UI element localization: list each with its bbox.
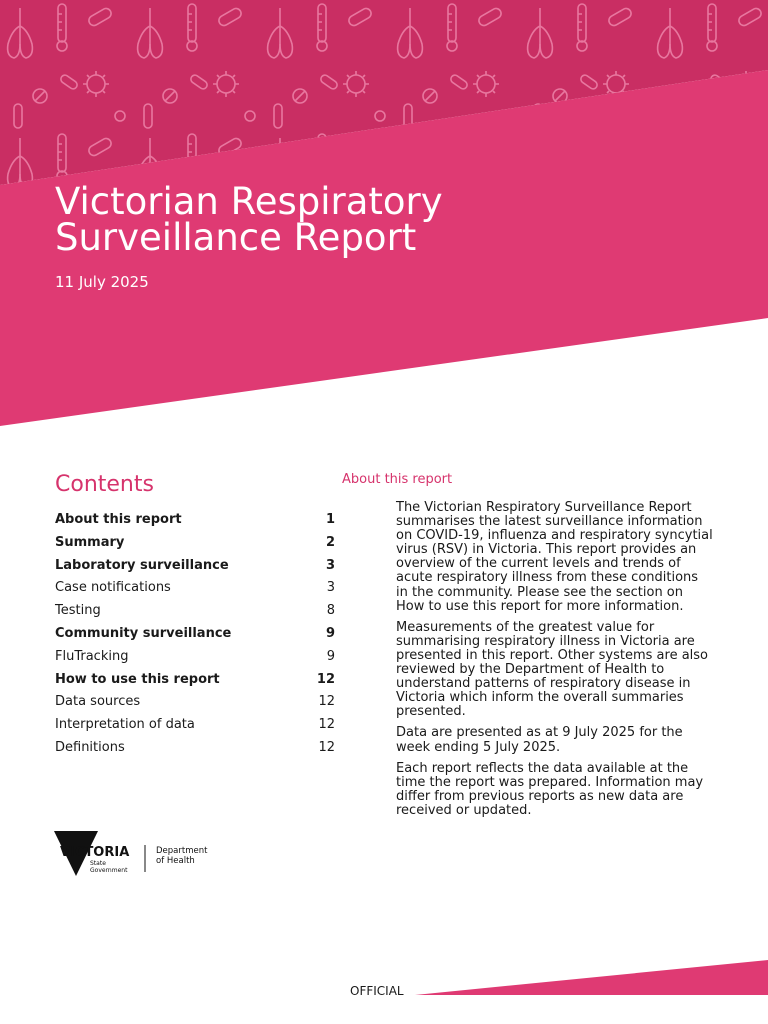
toc-item-community-surveillance[interactable]	[55, 626, 335, 649]
logo-state-line2: Government	[90, 867, 128, 874]
toc-item-page: 9	[326, 648, 335, 664]
toc-item-flutracking[interactable]	[55, 649, 335, 672]
toc-item-about[interactable]	[55, 512, 335, 535]
toc-item-label: Definitions	[55, 739, 125, 755]
toc-item-testing[interactable]	[55, 603, 335, 626]
toc-item-page: 3	[326, 580, 335, 596]
report-date: 11 July 2025	[55, 273, 149, 291]
toc-item-page: 12	[318, 739, 335, 755]
toc-item-page: 9	[325, 625, 335, 641]
toc-item-data-sources[interactable]	[55, 694, 335, 717]
about-heading: About this report	[342, 472, 453, 487]
toc-item-page: 3	[325, 557, 335, 573]
report-title-line2: Surveillance Report	[55, 216, 417, 259]
victoria-government-logo	[52, 830, 222, 878]
toc-item-label: About this report	[55, 512, 182, 527]
toc-item-label: Data sources	[55, 694, 141, 710]
about-body	[396, 501, 714, 825]
toc-item-label: FluTracking	[55, 648, 129, 664]
report-title	[55, 180, 443, 259]
toc-item-page: 12	[318, 717, 335, 733]
about-paragraph: Data are presented as at 9 July 2025 for the week ending 5 July 2025.	[396, 725, 683, 755]
toc-item-page: 12	[316, 671, 335, 687]
report-title-line1: Victorian Respiratory	[55, 180, 443, 223]
victoria-logo-icon	[52, 830, 222, 878]
toc-item-label: Laboratory surveillance	[55, 557, 229, 573]
toc-item-label: Summary	[55, 534, 125, 550]
logo-dept-line1: Department	[156, 846, 208, 856]
toc-item-label: Community surveillance	[55, 625, 232, 641]
toc-item-definitions[interactable]	[55, 740, 335, 763]
toc-item-interpretation[interactable]	[55, 717, 335, 740]
toc-item-label: Testing	[55, 603, 101, 619]
toc-item-page: 12	[318, 694, 335, 710]
classification-label: OFFICIAL	[350, 984, 404, 998]
toc-item-case-notifications[interactable]	[55, 580, 335, 603]
about-paragraph: Each report reflects the data available at the time the report was prepared. Information may differ from previous reports as new data are received or updated.	[396, 760, 704, 818]
toc-item-summary[interactable]	[55, 535, 335, 558]
toc-item-label: Case notifications	[55, 580, 171, 596]
logo-dept-line2: of Health	[156, 856, 195, 866]
table-of-contents	[55, 512, 335, 763]
toc-item-page: 2	[325, 534, 335, 550]
toc-item-laboratory-surveillance[interactable]	[55, 558, 335, 581]
toc-item-label: Interpretation of data	[55, 717, 195, 733]
toc-item-how-to-use[interactable]	[55, 672, 335, 695]
toc-item-label: How to use this report	[55, 671, 220, 687]
toc-item-page: 8	[326, 603, 335, 619]
about-paragraph: The Victorian Respiratory Surveillance Report summarises the latest surveillance information on COVID-19, influenza and respiratory syncytial virus (RSV) in Victoria. This report provides an overview of the current levels and trends of acute respiratory illness from these conditions in the community. Please see the section on How to use this report for more information.	[396, 500, 713, 614]
logo-wordmark: VICTORIA	[60, 845, 130, 860]
toc-item-page: 1	[325, 512, 335, 527]
contents-heading: Contents	[55, 472, 154, 497]
logo-state-line1: State	[90, 860, 106, 867]
about-paragraph: Measurements of the greatest value for summarising respiratory illness in Victoria are presented in this report. Other systems are also reviewed by the Department of Health to understand patterns of respiratory disease in Victoria which inform the overall summaries presented.	[396, 619, 709, 720]
